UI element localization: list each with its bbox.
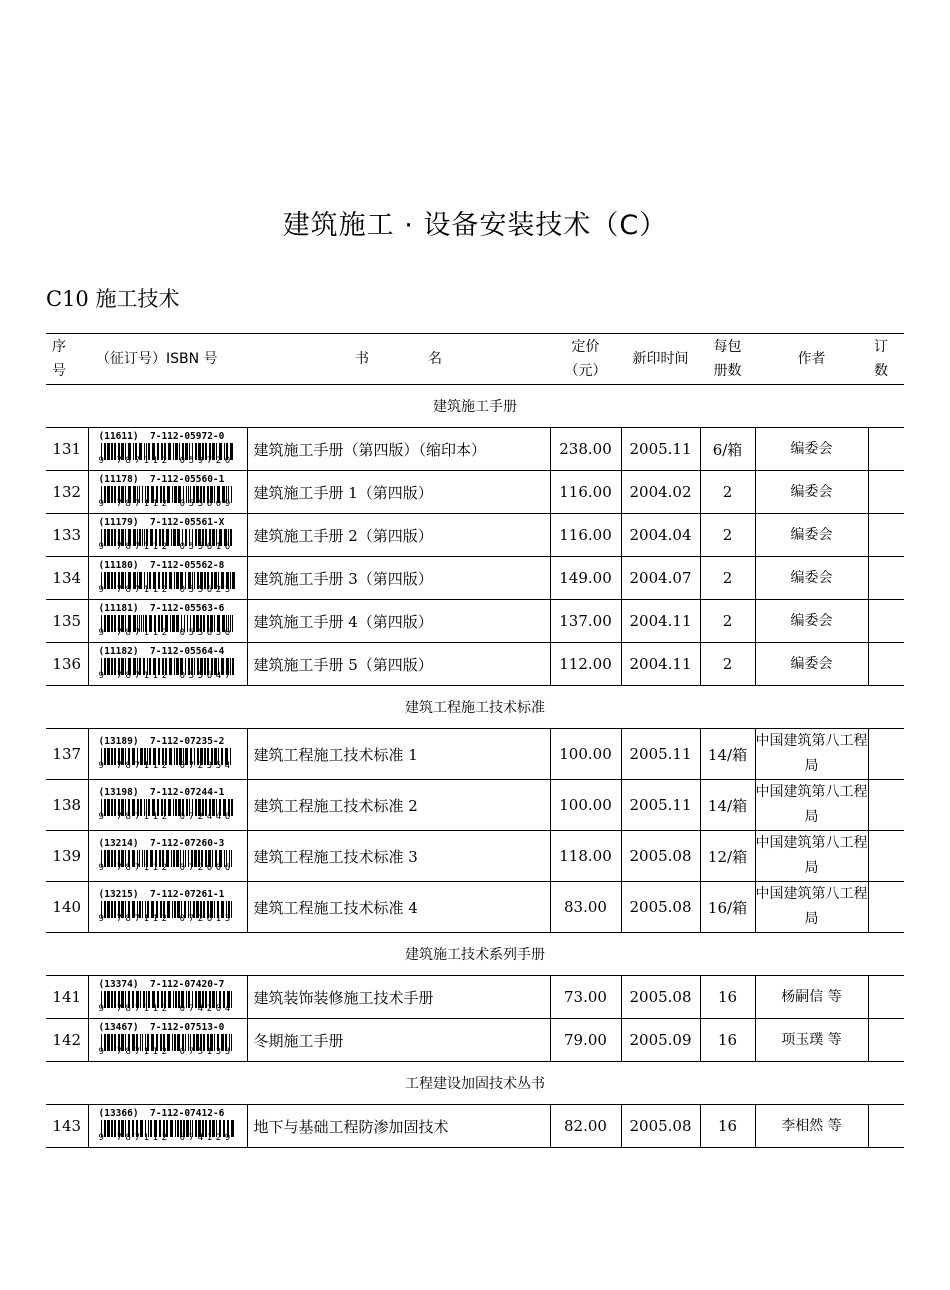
isbn-barcode	[89, 1023, 247, 1057]
isbn-barcode	[89, 475, 247, 509]
isbn-label	[99, 432, 225, 442]
cell-order	[868, 471, 904, 514]
isbn-number: 7-112-07420-7	[150, 979, 225, 991]
order-code: (13467)	[98, 1022, 139, 1034]
isbn-barcode	[89, 1109, 247, 1143]
table-row	[46, 831, 904, 882]
group-heading-row	[46, 1062, 904, 1105]
cell-seq: 139	[46, 831, 88, 882]
cell-author: 项玉璞 等	[755, 1019, 868, 1062]
section-heading: C10 施工技术	[46, 287, 180, 311]
cell-date: 2005.08	[621, 1105, 700, 1148]
cell-date: 2005.09	[621, 1019, 700, 1062]
table-row	[46, 882, 904, 933]
cell-isbn	[88, 780, 247, 831]
header-row	[46, 334, 904, 385]
isbn-barcode	[89, 737, 247, 771]
cell-order	[868, 729, 904, 780]
header-title-b: 名	[427, 351, 442, 367]
cell-order	[868, 428, 904, 471]
cell-price: 137.00	[550, 600, 621, 643]
isbn-number: 7-112-05562-8	[150, 560, 225, 572]
cell-order	[868, 976, 904, 1019]
table-row	[46, 471, 904, 514]
cell-seq: 138	[46, 780, 88, 831]
order-code: (11182)	[98, 646, 139, 658]
cell-seq: 143	[46, 1105, 88, 1148]
cell-date: 2004.11	[621, 600, 700, 643]
cell-title: 建筑装饰装修施工技术手册	[247, 976, 550, 1019]
cell-title: 建筑施工手册 1（第四版）	[247, 471, 550, 514]
table-row	[46, 729, 904, 780]
cell-title: 建筑施工手册（第四版）（缩印本）	[247, 428, 550, 471]
table-row	[46, 428, 904, 471]
cell-date: 2005.11	[621, 729, 700, 780]
cell-pack: 16	[700, 1105, 755, 1148]
cell-date: 2005.11	[621, 780, 700, 831]
ean-digits: 9 787112 075133	[98, 1046, 234, 1057]
cell-pack: 2	[700, 514, 755, 557]
cell-seq: 131	[46, 428, 88, 471]
ean-digits: 9 787112 074129	[98, 1132, 234, 1143]
isbn-label	[99, 647, 225, 657]
order-code: (11180)	[98, 560, 139, 572]
table-row	[46, 643, 904, 686]
order-code: (13214)	[98, 838, 139, 850]
header-title	[247, 334, 550, 385]
cell-seq: 141	[46, 976, 88, 1019]
cell-date: 2004.02	[621, 471, 700, 514]
isbn-barcode	[89, 432, 247, 466]
cell-isbn	[88, 557, 247, 600]
isbn-number: 7-112-05560-1	[150, 474, 225, 486]
order-code: (11178)	[98, 474, 139, 486]
isbn-barcode	[89, 561, 247, 595]
cell-title: 建筑工程施工技术标准 4	[247, 882, 550, 933]
ean-digits: 9 787112 055616	[98, 541, 234, 552]
table-row	[46, 1105, 904, 1148]
header-isbn: （征订号）ISBN 号	[88, 334, 247, 385]
cell-price: 73.00	[550, 976, 621, 1019]
ean-digits: 9 787112 055609	[98, 498, 234, 509]
isbn-label	[99, 788, 225, 798]
page-title: 建筑施工 · 设备安装技术（C）	[282, 210, 668, 241]
ean-digits: 9 787112 059720	[98, 455, 234, 466]
isbn-number: 7-112-07261-1	[150, 889, 225, 901]
cell-author: 中国建筑第八工程局	[755, 780, 868, 831]
isbn-barcode	[89, 518, 247, 552]
cell-price: 79.00	[550, 1019, 621, 1062]
cell-seq: 142	[46, 1019, 88, 1062]
isbn-number: 7-112-07235-2	[150, 736, 225, 748]
cell-order	[868, 1019, 904, 1062]
isbn-label	[99, 839, 225, 849]
order-code: (11611)	[98, 431, 139, 443]
cell-date: 2004.11	[621, 643, 700, 686]
table-row	[46, 976, 904, 1019]
cell-seq: 140	[46, 882, 88, 933]
isbn-label	[99, 475, 225, 485]
isbn-barcode	[89, 980, 247, 1014]
cell-author: 李相然 等	[755, 1105, 868, 1148]
cell-author: 编委会	[755, 514, 868, 557]
cell-isbn	[88, 882, 247, 933]
cell-author: 编委会	[755, 557, 868, 600]
ean-digits: 9 787112 072354	[98, 760, 234, 771]
table-row	[46, 1019, 904, 1062]
isbn-number: 7-112-07244-1	[150, 787, 225, 799]
cell-price: 116.00	[550, 514, 621, 557]
cell-date: 2004.07	[621, 557, 700, 600]
cell-pack: 2	[700, 471, 755, 514]
cell-date: 2005.08	[621, 882, 700, 933]
table-row	[46, 557, 904, 600]
cell-title: 建筑工程施工技术标准 1	[247, 729, 550, 780]
ean-digits: 9 787112 072606	[98, 862, 234, 873]
cell-author: 杨嗣信 等	[755, 976, 868, 1019]
cell-title: 冬期施工手册	[247, 1019, 550, 1062]
catalog-body	[46, 385, 904, 1148]
isbn-label	[99, 737, 225, 747]
header-pack: 每包 册数	[700, 334, 755, 385]
cell-isbn	[88, 514, 247, 557]
cell-price: 112.00	[550, 643, 621, 686]
group-heading: 建筑施工技术系列手册	[46, 933, 904, 976]
header-order: 订 数	[868, 334, 904, 385]
isbn-label	[99, 518, 225, 528]
cell-author: 中国建筑第八工程局	[755, 729, 868, 780]
ean-digits: 9 787112 072613	[98, 913, 234, 924]
cell-date: 2005.08	[621, 976, 700, 1019]
isbn-number: 7-112-05564-4	[150, 646, 225, 658]
order-code: (13198)	[98, 787, 139, 799]
isbn-number: 7-112-07513-0	[150, 1022, 225, 1034]
isbn-label	[99, 890, 225, 900]
isbn-barcode	[89, 839, 247, 873]
cell-title: 建筑施工手册 5（第四版）	[247, 643, 550, 686]
cell-isbn	[88, 600, 247, 643]
cell-isbn	[88, 471, 247, 514]
cell-price: 149.00	[550, 557, 621, 600]
cell-pack: 2	[700, 600, 755, 643]
group-heading: 建筑工程施工技术标准	[46, 686, 904, 729]
header-author: 作者	[755, 334, 868, 385]
cell-order	[868, 1105, 904, 1148]
header-title-a: 书	[355, 351, 370, 367]
cell-pack: 12/箱	[700, 831, 755, 882]
cell-price: 100.00	[550, 729, 621, 780]
cell-price: 238.00	[550, 428, 621, 471]
cell-pack: 6/箱	[700, 428, 755, 471]
group-heading-row	[46, 686, 904, 729]
cell-pack: 14/箱	[700, 729, 755, 780]
cell-title: 建筑工程施工技术标准 2	[247, 780, 550, 831]
order-code: (13366)	[98, 1108, 139, 1120]
cell-pack: 2	[700, 643, 755, 686]
cell-price: 83.00	[550, 882, 621, 933]
cell-author: 编委会	[755, 643, 868, 686]
ean-digits: 9 787112 055630	[98, 627, 234, 638]
cell-title: 地下与基础工程防渗加固技术	[247, 1105, 550, 1148]
cell-price: 100.00	[550, 780, 621, 831]
isbn-barcode	[89, 788, 247, 822]
book-catalog-table	[46, 333, 904, 1148]
cell-order	[868, 600, 904, 643]
cell-isbn	[88, 1019, 247, 1062]
cell-title: 建筑施工手册 4（第四版）	[247, 600, 550, 643]
cell-isbn	[88, 643, 247, 686]
order-code: (11181)	[98, 603, 139, 615]
isbn-number: 7-112-05561-X	[150, 517, 225, 529]
isbn-barcode	[89, 647, 247, 681]
cell-author: 编委会	[755, 428, 868, 471]
cell-order	[868, 780, 904, 831]
cell-order	[868, 831, 904, 882]
cell-pack: 16/箱	[700, 882, 755, 933]
cell-author: 中国建筑第八工程局	[755, 831, 868, 882]
cell-pack: 16	[700, 1019, 755, 1062]
cell-seq: 132	[46, 471, 88, 514]
cell-isbn	[88, 729, 247, 780]
cell-price: 118.00	[550, 831, 621, 882]
isbn-label	[99, 980, 225, 990]
isbn-label	[99, 604, 225, 614]
cell-order	[868, 882, 904, 933]
isbn-number: 7-112-07412-6	[150, 1108, 225, 1120]
cell-author: 编委会	[755, 600, 868, 643]
isbn-label	[99, 561, 225, 571]
cell-author: 中国建筑第八工程局	[755, 882, 868, 933]
ean-digits: 9 787112 072446	[98, 811, 234, 822]
group-heading: 建筑施工手册	[46, 385, 904, 428]
cell-price: 116.00	[550, 471, 621, 514]
cell-author: 编委会	[755, 471, 868, 514]
cell-title: 建筑施工手册 2（第四版）	[247, 514, 550, 557]
cell-title: 建筑施工手册 3（第四版）	[247, 557, 550, 600]
order-code: (13215)	[98, 889, 139, 901]
table-row	[46, 600, 904, 643]
cell-seq: 134	[46, 557, 88, 600]
cell-order	[868, 643, 904, 686]
ean-digits: 9 787112 074204	[98, 1003, 234, 1014]
cell-price: 82.00	[550, 1105, 621, 1148]
group-heading-row	[46, 933, 904, 976]
cell-isbn	[88, 1105, 247, 1148]
header-price: 定价 （元）	[550, 334, 621, 385]
order-code: (13189)	[98, 736, 139, 748]
cell-seq: 135	[46, 600, 88, 643]
ean-digits: 9 787112 055647	[98, 670, 234, 681]
table-row	[46, 780, 904, 831]
isbn-barcode	[89, 604, 247, 638]
isbn-label	[99, 1109, 225, 1119]
order-code: (13374)	[98, 979, 139, 991]
cell-pack: 2	[700, 557, 755, 600]
cell-pack: 14/箱	[700, 780, 755, 831]
cell-date: 2005.11	[621, 428, 700, 471]
table-row	[46, 514, 904, 557]
isbn-number: 7-112-07260-3	[150, 838, 225, 850]
cell-order	[868, 514, 904, 557]
cell-seq: 136	[46, 643, 88, 686]
cell-isbn	[88, 428, 247, 471]
isbn-number: 7-112-05563-6	[150, 603, 225, 615]
cell-seq: 133	[46, 514, 88, 557]
cell-pack: 16	[700, 976, 755, 1019]
group-heading: 工程建设加固技术丛书	[46, 1062, 904, 1105]
isbn-label	[99, 1023, 225, 1033]
ean-digits: 9 787112 055623	[98, 584, 234, 595]
header-date: 新印时间	[621, 334, 700, 385]
cell-order	[868, 557, 904, 600]
cell-date: 2005.08	[621, 831, 700, 882]
header-seq: 序 号	[46, 334, 88, 385]
cell-isbn	[88, 831, 247, 882]
order-code: (11179)	[98, 517, 139, 529]
cell-date: 2004.04	[621, 514, 700, 557]
group-heading-row	[46, 385, 904, 428]
cell-title: 建筑工程施工技术标准 3	[247, 831, 550, 882]
cell-seq: 137	[46, 729, 88, 780]
isbn-number: 7-112-05972-0	[150, 431, 225, 443]
cell-isbn	[88, 976, 247, 1019]
isbn-barcode	[89, 890, 247, 924]
